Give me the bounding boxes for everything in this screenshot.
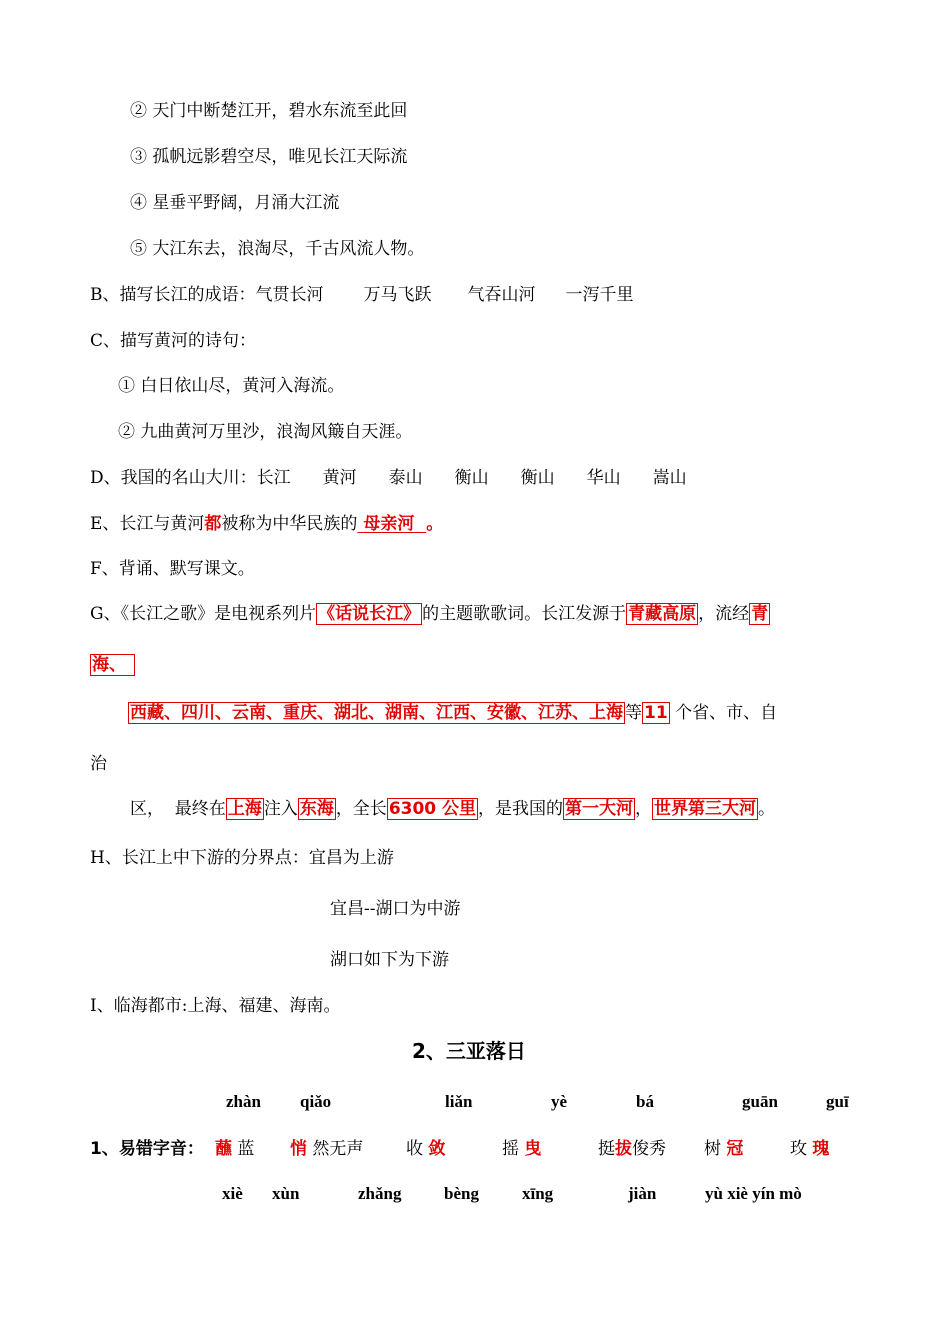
poem-line-3: ③ 孤帆远影碧空尽，唯见长江天际流	[130, 147, 408, 167]
highlight-du: 都	[204, 514, 222, 534]
section-c-label: C、描写黄河的诗句：	[90, 331, 257, 351]
pinyin: zhàn	[226, 1092, 261, 1111]
answer-box: 青藏高原	[628, 604, 697, 624]
section-title: 2、三亚落日	[412, 1039, 526, 1063]
section-i: I、临海都市:上海、福建、海南。	[90, 996, 341, 1016]
char-red: 敛	[428, 1139, 446, 1159]
poem-line-5: ⑤ 大江东去，浪淘尽，千古风流人物。	[130, 239, 425, 259]
section-b-label: B、描写长江的成语：	[90, 285, 256, 305]
pinyin: qiǎo	[300, 1092, 332, 1111]
char-item	[598, 1138, 666, 1160]
answer-box: 第一大河	[565, 799, 634, 819]
char-red: 拔	[615, 1139, 632, 1159]
pinyin: guān	[742, 1092, 778, 1111]
idiom: 万马飞跃	[363, 285, 432, 305]
section-e-text: E、长江与黄河	[90, 514, 205, 534]
answer-box: 世界第三大河	[654, 799, 757, 819]
g-text: G、《长江之歌》是电视系列片	[90, 604, 317, 624]
mountain-river: 衡山	[520, 468, 555, 488]
pinyin: liǎn	[445, 1092, 473, 1111]
pinyin: guī	[826, 1092, 849, 1111]
char-item	[215, 1138, 254, 1160]
g-text: ，流经	[698, 604, 750, 624]
pinyin: xīng	[522, 1184, 554, 1203]
mountain-river: 长江	[256, 468, 291, 488]
g-text: ，全长	[335, 799, 387, 819]
poem-line-4: ④ 星垂平野阔，月涌大江流	[130, 193, 340, 213]
answer-box-count: 11	[644, 703, 668, 723]
section-d	[90, 467, 687, 489]
g-text: 个省、市、自	[675, 703, 778, 723]
section-g-line-2	[90, 654, 135, 676]
section-e	[90, 513, 443, 535]
section-b	[90, 284, 634, 306]
yellow-river-poem-2: ② 九曲黄河万里沙，浪淘风簸自天涯。	[118, 422, 413, 442]
char-item	[502, 1138, 541, 1160]
pinyin: bèng	[444, 1184, 479, 1203]
answer-box: 6300 公里	[388, 799, 477, 819]
pinyin: yù xiè yín mò	[705, 1184, 802, 1203]
char-rest: 俊秀	[632, 1139, 666, 1159]
idiom: 气吞山河	[467, 285, 536, 305]
answer-box: 东海	[299, 799, 334, 819]
char-pre: 树	[704, 1139, 727, 1159]
g-text: ，是我国的	[478, 799, 564, 819]
pinyin: xùn	[272, 1184, 300, 1203]
answer-box-provinces: 西藏、四川、云南、重庆、湖北、湖南、江西、安徽、江苏、上海	[130, 703, 623, 723]
mountain-river: 嵩山	[652, 468, 687, 488]
char-red: 蘸	[215, 1139, 232, 1159]
pinyin: xiè	[222, 1184, 243, 1203]
char-red: 冠	[726, 1139, 744, 1159]
char-rest: 蓝	[232, 1139, 255, 1159]
g-text: 等	[625, 703, 642, 723]
char-item	[704, 1138, 743, 1160]
char-pre: 收	[406, 1139, 429, 1159]
char-red: 悄	[290, 1139, 307, 1159]
g-text: 注入	[263, 799, 298, 819]
section-h-line-2: 宜昌--湖口为中游	[330, 899, 461, 919]
mountain-river: 衡山	[454, 468, 489, 488]
answer-box: 海、	[90, 654, 135, 676]
char-pre: 玫	[790, 1139, 813, 1159]
char-rest: 然无声	[307, 1139, 364, 1159]
answer-box: 上海	[227, 799, 262, 819]
answer-mother-river	[357, 514, 426, 534]
idiom: 气贯长河	[255, 285, 324, 305]
poem-line-2: ② 天门中断楚江开，碧水东流至此回	[130, 101, 408, 121]
mountain-river: 黄河	[322, 468, 357, 488]
g-text: 区， 最终在	[130, 799, 226, 819]
char-red: 瑰	[812, 1139, 830, 1159]
chars-label: 1、易错字音：	[90, 1139, 204, 1159]
section-e-end: 。	[426, 514, 444, 534]
char-red: 曳	[524, 1139, 542, 1159]
section-g-line-4: 治	[90, 754, 107, 774]
section-g-line-5	[130, 798, 775, 820]
section-g-line-1	[90, 603, 770, 625]
mountain-river: 泰山	[388, 468, 423, 488]
char-item	[406, 1138, 445, 1160]
section-d-label: D、我国的名山大川：	[90, 468, 257, 488]
pinyin: zhǎng	[358, 1184, 402, 1203]
yellow-river-poem-1: ① 白日依山尽，黄河入海流。	[118, 376, 345, 396]
char-pre: 摇	[502, 1139, 525, 1159]
section-e-text-mid: 被称为中华民族的	[221, 514, 358, 534]
answer-text: 母亲河	[363, 514, 415, 534]
pinyin: bá	[636, 1092, 654, 1111]
section-h-line-1: H、长江上中下游的分界点：宜昌为上游	[90, 848, 394, 868]
idiom: 一泻千里	[565, 285, 634, 305]
char-pre: 挺	[598, 1139, 615, 1159]
pinyin: jiàn	[628, 1184, 657, 1203]
char-item	[290, 1138, 363, 1160]
char-item	[790, 1138, 829, 1160]
g-text: 的主题歌歌词。长江发源于	[422, 604, 627, 624]
answer-box: 《话说长江》	[318, 604, 421, 624]
g-text: 。	[758, 799, 776, 819]
pinyin: yè	[551, 1092, 568, 1111]
g-text: ，	[635, 799, 653, 819]
mountain-river: 华山	[586, 468, 621, 488]
section-f: F、背诵、默写课文。	[90, 559, 255, 579]
section-h-line-3: 湖口如下为下游	[330, 950, 449, 970]
answer-box: 青	[751, 604, 769, 624]
section-g-line-3	[128, 702, 777, 724]
